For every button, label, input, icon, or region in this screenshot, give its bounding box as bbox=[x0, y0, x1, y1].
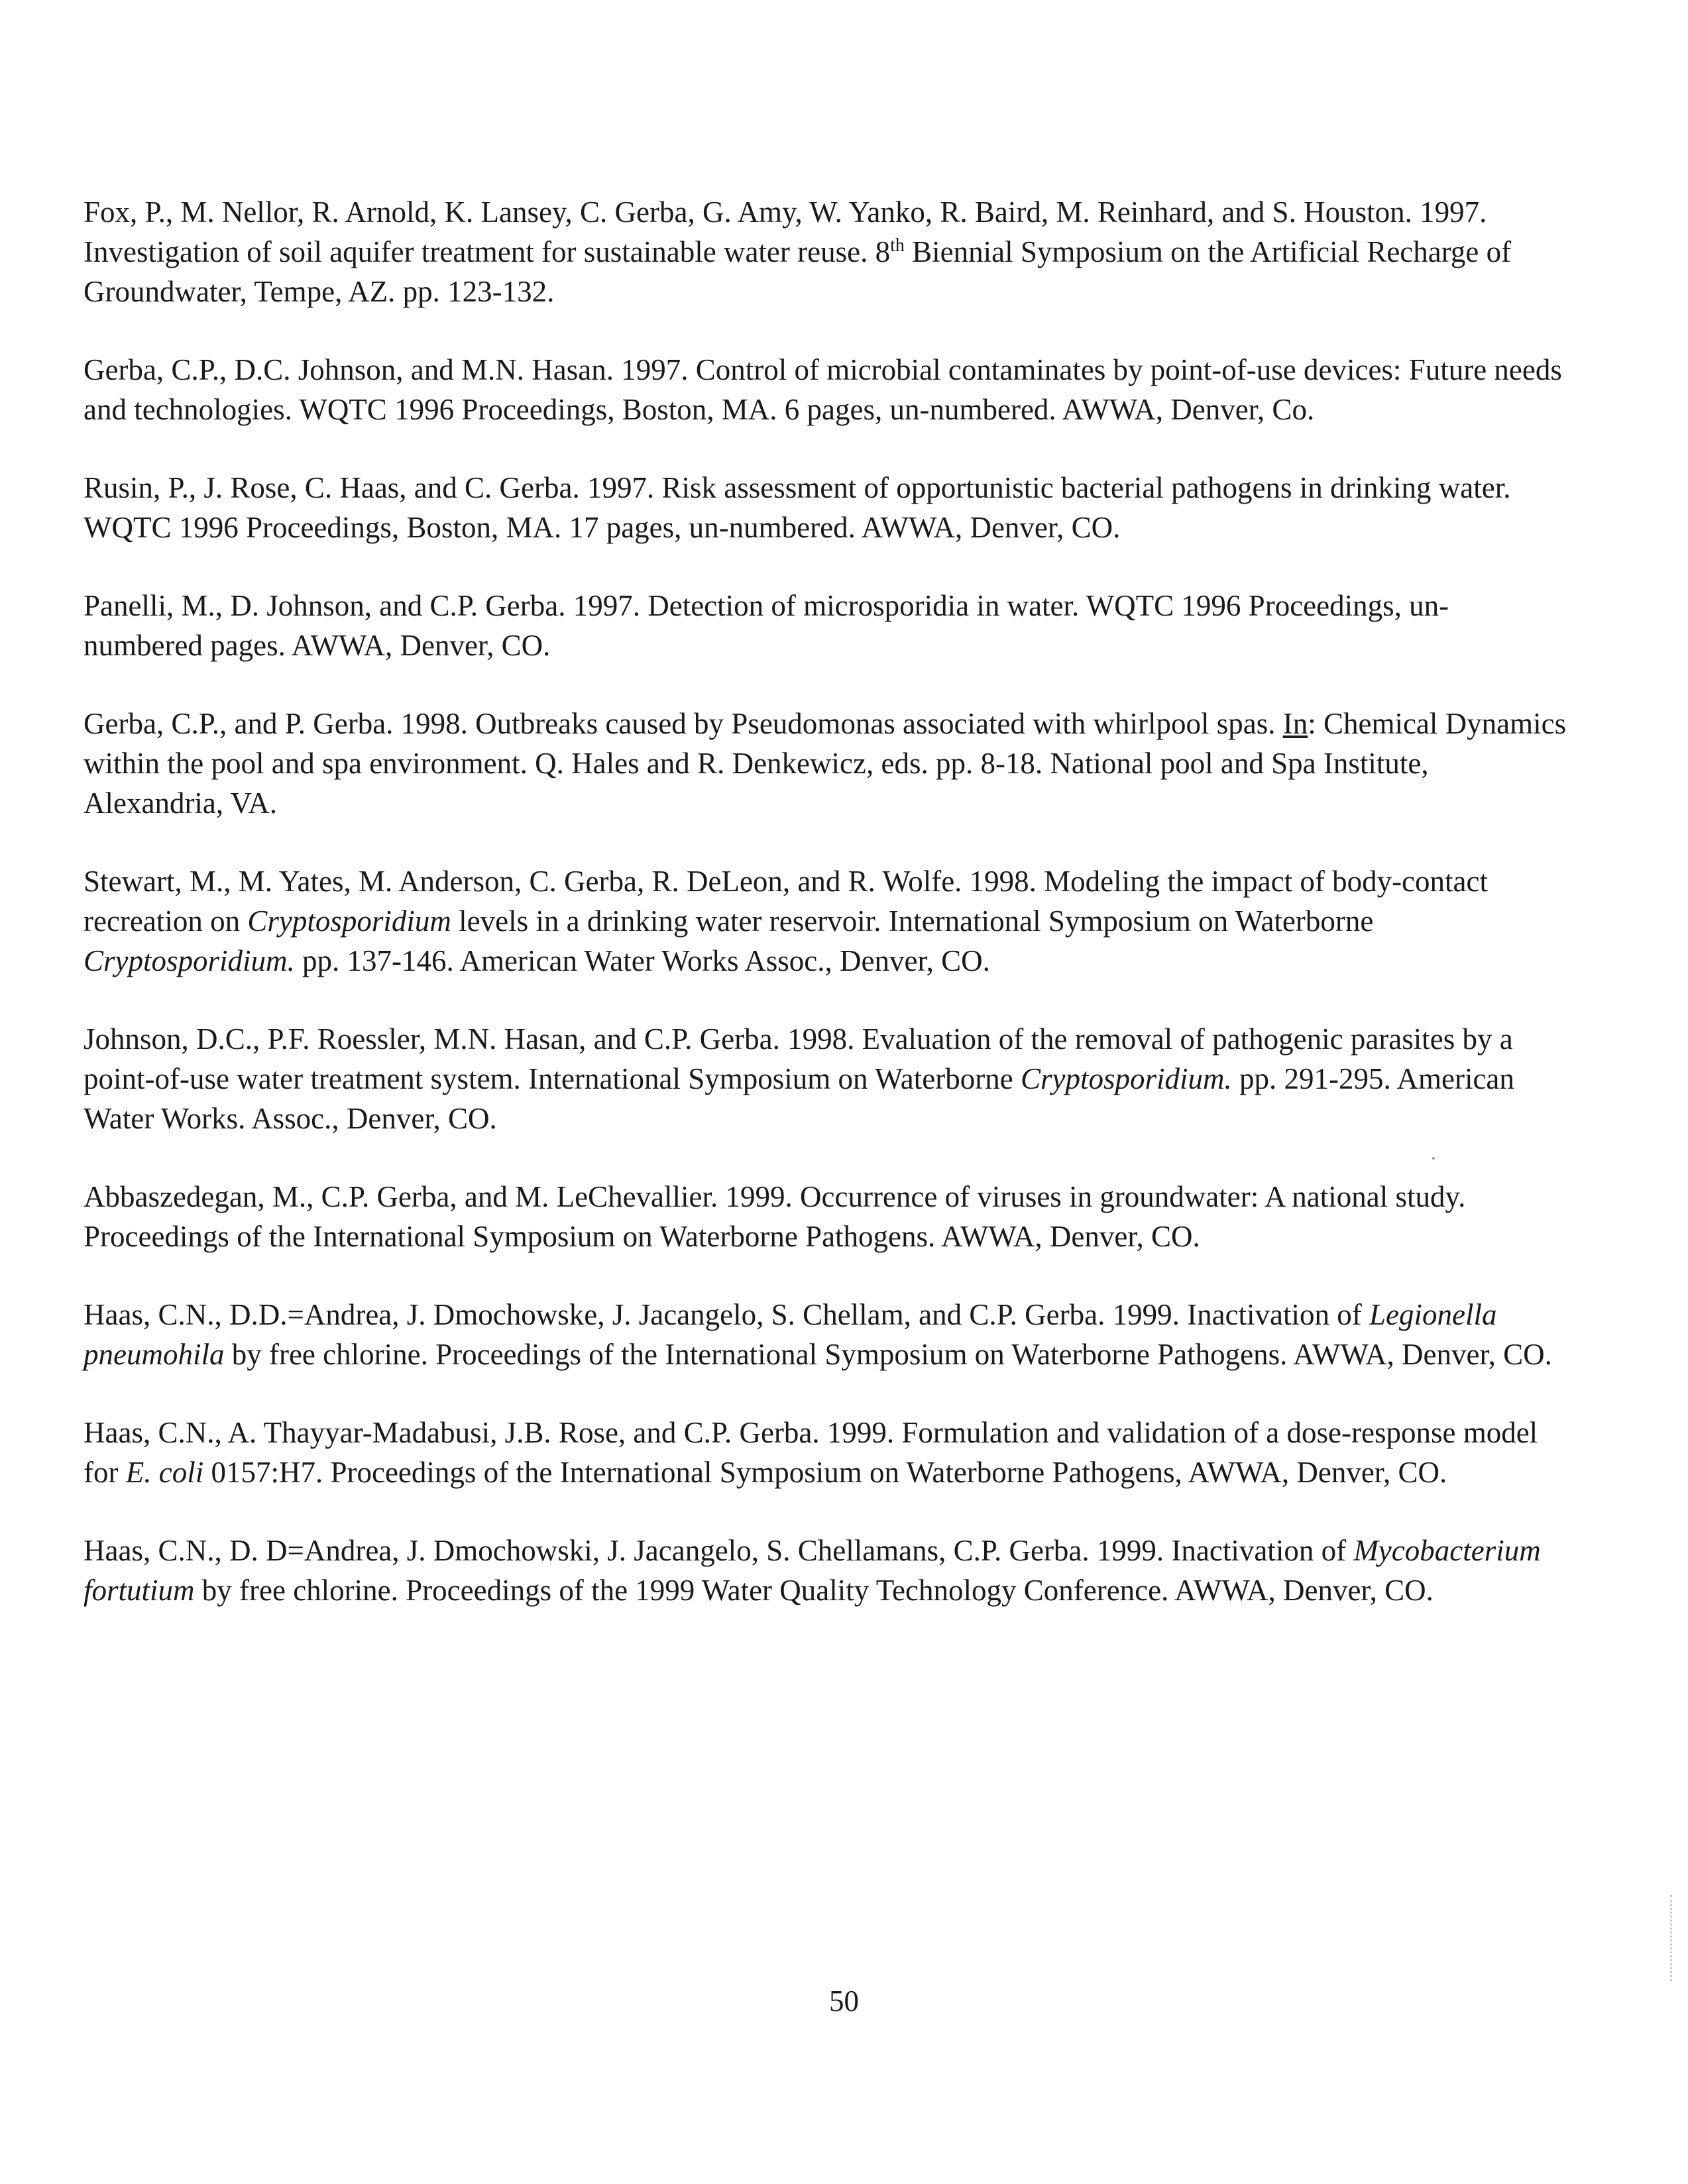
reference-text: Johnson, D.C., P.F. Roessler, M.N. Hasan, and C.P. Gerba. 1998. Evaluation of the removal of pathogenic parasites by a point-of-use water treatment system. International Symposium on Waterborne bbox=[84, 1022, 1513, 1095]
reference-entry bbox=[84, 1019, 1568, 1138]
reference-entry bbox=[84, 1295, 1568, 1374]
reference-text: 0157:H7. Proceedings of the International Symposium on Waterborne Pathogens, AWWA, Denver, CO. bbox=[203, 1456, 1447, 1489]
reference-text: Gerba, C.P., and P. Gerba. 1998. Outbreaks caused by Pseudomonas associated with whirlpool spas. bbox=[84, 707, 1283, 740]
reference-text: Haas, C.N., D. D=Andrea, J. Dmochowski, J. Jacangelo, S. Chellamans, C.P. Gerba. 1999. Inactivation of bbox=[84, 1534, 1354, 1567]
reference-entry bbox=[84, 861, 1568, 981]
reference-text: by free chlorine. Proceedings of the 1999 Water Quality Technology Conference. AWWA, Denver, CO. bbox=[194, 1574, 1434, 1607]
reference-text: pp. 137-146. American Water Works Assoc., Denver, CO. bbox=[294, 944, 990, 977]
superscript: th bbox=[890, 235, 905, 256]
reference-text: levels in a drinking water reservoir. International Symposium on Waterborne bbox=[451, 904, 1374, 938]
reference-text: Rusin, P., J. Rose, C. Haas, and C. Gerba. 1997. Risk assessment of opportunistic bacterial pathogens in drinking water. WQTC 1996 Proceedings, Boston, MA. 17 pages, un-numbered. AWWA, Denver, CO. bbox=[84, 471, 1511, 544]
italic-term: Cryptosporidium. bbox=[84, 944, 295, 977]
italic-term: E. coli bbox=[125, 1456, 204, 1489]
reference-entry bbox=[84, 586, 1568, 665]
reference-entry bbox=[84, 350, 1568, 429]
reference-text: Biennial Symposium on the Artificial Recharge of Groundwater, Tempe, AZ. pp. 123-132. bbox=[84, 235, 1512, 308]
page-number: 50 bbox=[829, 1985, 859, 2018]
reference-text: Abbaszedegan, M., C.P. Gerba, and M. LeChevallier. 1999. Occurrence of viruses in groundwater: A national study. Proceedings of the International Symposium on Waterborne Pathogens. AWWA, Denver, CO. bbox=[84, 1180, 1466, 1253]
reference-entry bbox=[84, 1531, 1568, 1610]
reference-entry bbox=[84, 468, 1568, 547]
reference-text: Haas, C.N., D.D.=Andrea, J. Dmochowske, J. Jacangelo, S. Chellam, and C.P. Gerba. 1999. Inactivation of bbox=[84, 1298, 1370, 1331]
reference-text: pp. 291-295. American Water Works. Assoc., Denver, CO. bbox=[84, 1062, 1514, 1135]
reference-entry bbox=[84, 1413, 1568, 1492]
reference-text: Panelli, M., D. Johnson, and C.P. Gerba. 1997. Detection of microsporidia in water. WQTC 1996 Proceedings, un-numbered pages. AWWA, Denver, CO. bbox=[84, 589, 1449, 662]
reference-entry bbox=[84, 192, 1568, 311]
reference-entry bbox=[84, 704, 1568, 823]
reference-list bbox=[84, 192, 1568, 1649]
italic-term: Cryptosporidium. bbox=[1020, 1062, 1232, 1095]
underlined-term: In bbox=[1282, 707, 1308, 740]
reference-text: Fox, P., M. Nellor, R. Arnold, K. Lansey, C. Gerba, G. Amy, W. Yanko, R. Baird, M. Reinhard, and S. Houston. 1997. Investigation of soil aquifer treatment for sustainable water reuse. 8 bbox=[84, 195, 1487, 268]
reference-text: by free chlorine. Proceedings of the International Symposium on Waterborne Pathogens. AWWA, Denver, CO. bbox=[224, 1338, 1552, 1371]
scan-edge-marks bbox=[1670, 1895, 1674, 1981]
italic-term: Mycobacterium fortutium bbox=[84, 1534, 1541, 1607]
italic-term: Legionella pneumohila bbox=[84, 1298, 1497, 1371]
reference-text: Gerba, C.P., D.C. Johnson, and M.N. Hasan. 1997. Control of microbial contaminates by point-of-use devices: Future needs and technologies. WQTC 1996 Proceedings, Boston, MA. 6 pages, un-numbered. AWWA, Denver, Co. bbox=[84, 353, 1562, 426]
scan-speck bbox=[1432, 1157, 1435, 1160]
reference-entry bbox=[84, 1177, 1568, 1256]
reference-text: : Chemical Dynamics within the pool and spa environment. Q. Hales and R. Denkewicz, eds. pp. 8-18. National pool and Spa Institute, Alexandria, VA. bbox=[84, 707, 1567, 820]
italic-term: Cryptosporidium bbox=[247, 904, 451, 938]
reference-text: Haas, C.N., A. Thayyar-Madabusi, J.B. Rose, and C.P. Gerba. 1999. Formulation and validation of a dose-response model for bbox=[84, 1416, 1538, 1489]
reference-text: Stewart, M., M. Yates, M. Anderson, C. Gerba, R. DeLeon, and R. Wolfe. 1998. Modeling the impact of body-contact recreation on bbox=[84, 865, 1488, 938]
